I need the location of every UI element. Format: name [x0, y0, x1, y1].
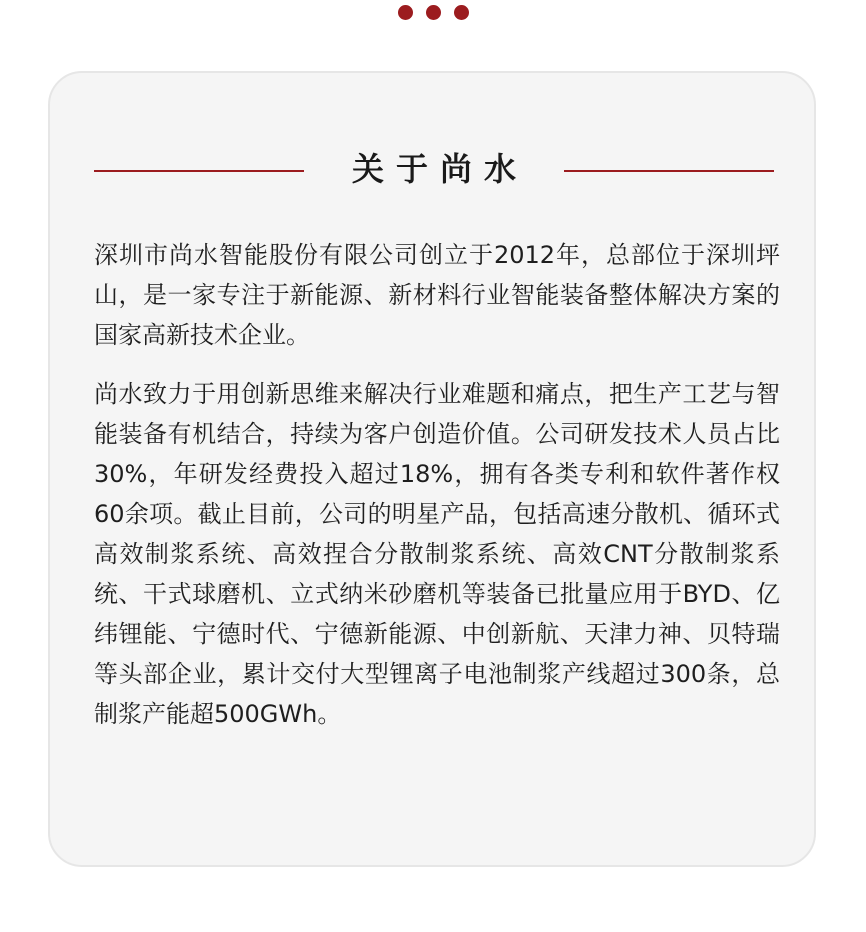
pagination-dots [0, 5, 866, 20]
about-paragraph-2: 尚水致力于用创新思维来解决行业难题和痛点，把生产工艺与智能装备有机结合，持续为客户创造价值。公司研发技术人员占比30%，年研发经费投入超过18%，拥有各类专利和软件著作权60余项。截止目前，公司的明星产品，包括高速分散机、循环式高效制浆系统、高效捏合分散制浆系统、高效CNT分散制浆系统、干式球磨机、立式纳米砂磨机等装备已批量应用于BYD、亿纬锂能、宁德时代、宁德新能源、中创新航、天津力神、贝特瑞等头部企业，累计交付大型锂离子电池制浆产线超过300条，总制浆产能超500GWh。 [94, 380, 780, 728]
about-card [48, 71, 816, 867]
section-title: 关于尚水 [351, 150, 528, 188]
section-heading [94, 150, 774, 188]
dot-indicator [426, 5, 441, 20]
dot-indicator [398, 5, 413, 20]
about-body [94, 235, 780, 753]
about-paragraph-1: 深圳市尚水智能股份有限公司创立于2012年，总部位于深圳坪山，是一家专注于新能源、新材料行业智能装备整体解决方案的国家高新技术企业。 [94, 241, 780, 349]
dot-indicator [454, 5, 469, 20]
